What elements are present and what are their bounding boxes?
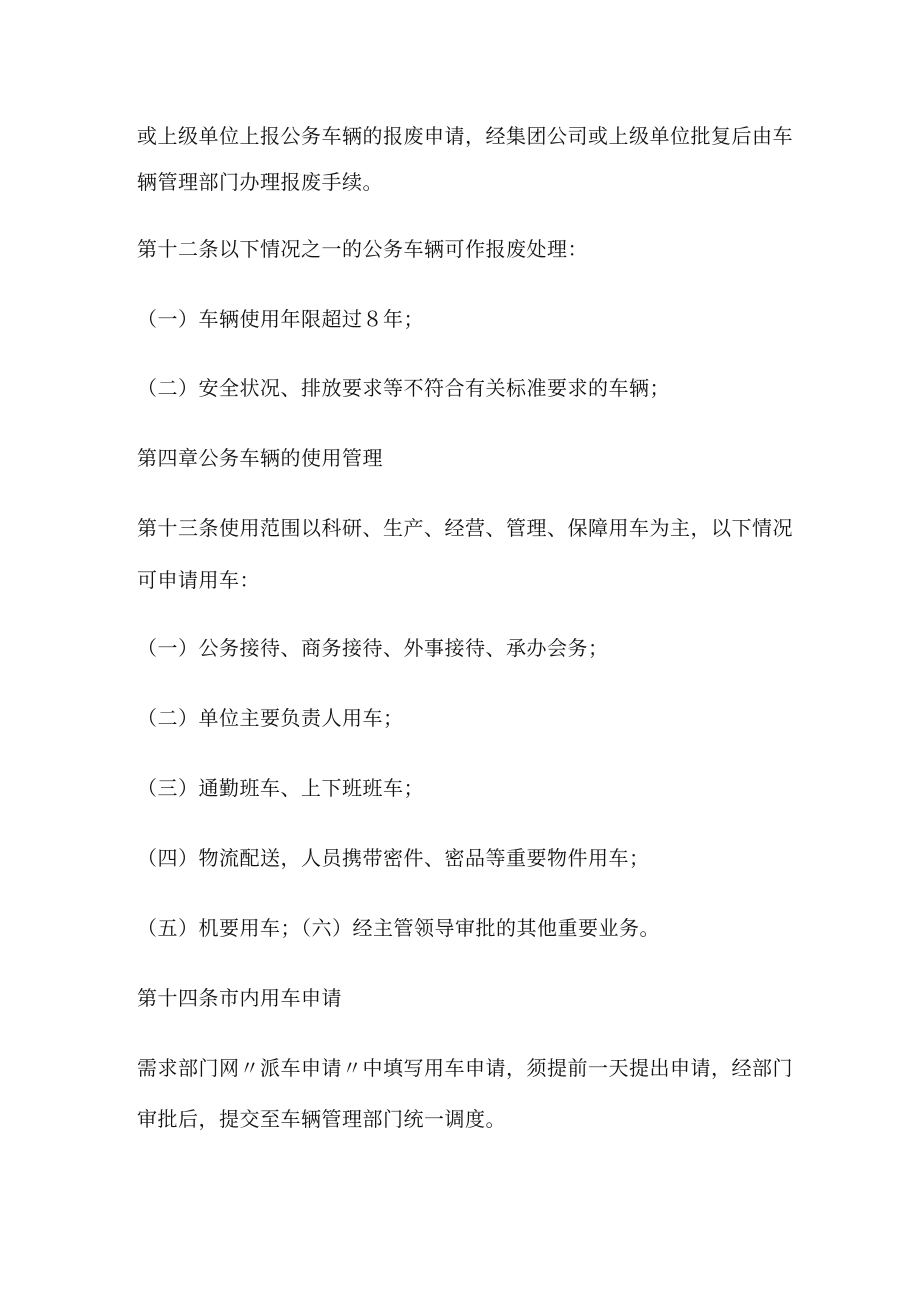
paragraph-line: 辆管理部门办理报废手续。 <box>137 170 383 194</box>
list-item: （五）机要用车；（六）经主管领导审批的其他重要业务。 <box>137 916 660 940</box>
chapter-heading: 第四章公务车辆的使用管理 <box>137 446 383 470</box>
paragraph-line: 或上级单位上报公务车辆的报废申请，经集团公司或上级单位批复后由车 <box>137 124 793 148</box>
paragraph-line: 第十三条使用范围以科研、生产、经营、管理、保障用车为主，以下情况 <box>137 516 793 540</box>
list-item: （四）物流配送，人员携带密件、密品等重要物件用车； <box>137 846 650 870</box>
article-heading: 第十二条以下情况之一的公务车辆可作报废处理： <box>137 237 588 261</box>
paragraph-line: 需求部门网〃派车申请〃中填写用车申请，须提前一天提出申请，经部门 <box>137 1056 793 1080</box>
article-heading: 第十四条市内用车申请 <box>137 986 342 1010</box>
paragraph-line: 审批后，提交至车辆管理部门统一调度。 <box>137 1107 506 1131</box>
list-item: （二）单位主要负责人用车； <box>137 706 404 730</box>
list-item: （一）车辆使用年限超过８年； <box>137 307 424 331</box>
list-item: （二）安全状况、排放要求等不符合有关标准要求的车辆； <box>137 376 670 400</box>
list-item: （三）通勤班车、上下班班车； <box>137 776 424 800</box>
paragraph-line: 可申请用车： <box>137 568 260 592</box>
list-item: （一）公务接待、商务接待、外事接待、承办会务； <box>137 636 609 660</box>
